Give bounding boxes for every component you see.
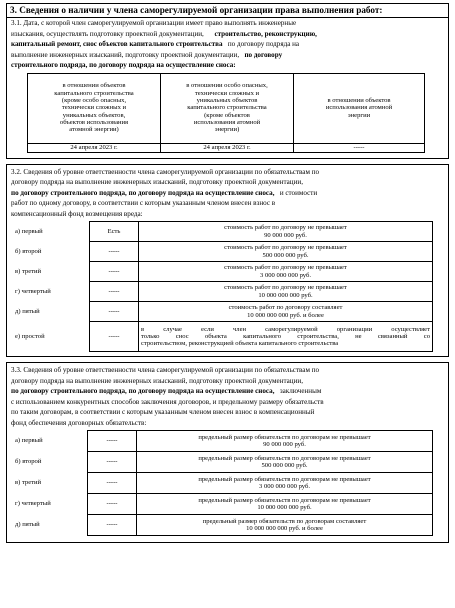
table-row: а) первый Есть стоимость работ по договору не превышает 90 000 000 руб. <box>13 222 433 242</box>
section-3-2-box <box>6 164 449 358</box>
date-cell-3: ----- <box>294 143 425 152</box>
liability-table-3-2 <box>13 221 433 352</box>
table-row: а) первый ----- предельный размер обязательств по договорам не превышает 90 000 000 руб. <box>13 431 433 452</box>
table-row: д) пятый ----- стоимость работ по договору составляет 10 000 000 000 руб. и более <box>13 302 433 322</box>
dates-col-3-header: в отношении объектов использования атомной энергии <box>294 73 425 143</box>
table-row: г) четвертый ----- стоимость работ по договору не превышает 10 000 000 000 руб. <box>13 282 433 302</box>
section-title: 3. Сведения о наличии у члена саморегулируемой организации права выполнения работ: <box>7 4 448 18</box>
table-row: г) четвертый ----- предельный размер обязательств по договорам не превышает 10 000 000 000 руб. <box>13 494 433 515</box>
dates-col-2-header: в отношении особо опасных, технически сложных и уникальных объектов капитального строительства (кроме объектов использования атомной энергии) <box>161 73 294 143</box>
table-row: д) пятый ----- предельный размер обязательств по договорам составляет 10 000 000 000 руб. и более <box>13 515 433 536</box>
paragraph-3-1: 3.1. Дата, с которой член саморегулируемой организации имеет право выполнять инженерные изыскания, осуществлять подготовку проектной документации, строительство, реконструкцию, капитальный ремонт, снос объектов капитального строительства по договору подряда на выполнение инженерных изысканий, подготовку проектной документации, по договору строительного подряда, по договору подряда на осуществление сноса: <box>11 19 317 69</box>
table-row: е) простой ----- в случае если член саморегулируемой организации осуществляет только снос объекта капитального строительства, не связанный со строительством, реконструкцией объекта капитального строительства <box>13 322 433 352</box>
table-row: б) второй ----- предельный размер обязательств по договорам не превышает 500 000 000 руб. <box>13 452 433 473</box>
table-row: б) второй ----- стоимость работ по договору не превышает 500 000 000 руб. <box>13 242 433 262</box>
date-cell-2: 24 апреля 2023 г. <box>161 143 294 152</box>
paragraph-3-2: 3.2. Сведения об уровне ответственности члена саморегулируемой организации по обязательствам по договору подряда на выполнение инженерных изысканий, подготовку проектной документации, по договору строительного подряда, по договору подряда на осуществление сноса, и стоимости работ по одному договору, в соответствии с которым указанным членом внесен взнос в компенсационный фонд возмещения вреда: <box>11 167 320 218</box>
dates-table <box>27 73 425 153</box>
document-page <box>6 3 449 543</box>
date-cell-1: 24 апреля 2023 г. <box>28 143 161 152</box>
section-3-1-box <box>6 3 449 159</box>
liability-table-3-3 <box>13 430 433 536</box>
table-row: в) третий ----- стоимость работ по договору не превышает 3 000 000 000 руб. <box>13 262 433 282</box>
section-3-3-box <box>6 362 449 543</box>
dates-col-1-header: в отношении объектов капитального строительства (кроме особо опасных, технически сложных и уникальных объектов, объектов использования атомной энергии) <box>28 73 161 143</box>
table-row: в) третий ----- предельный размер обязательств по договорам не превышает 3 000 000 000 руб. <box>13 473 433 494</box>
paragraph-3-3: 3.3. Сведения об уровне ответственности члена саморегулируемой организации по обязательствам по договору подряда на выполнение инженерных изысканий, подготовку проектной документации, по договору строительного подряда, по договору подряда на осуществление сноса, заключенным с использованием конкурентных способов заключения договоров, и предельному размеру обязательств по таким договорам, в соответствии с которым указанным членом внесен взнос в компенсационный фонд обеспечения договорных обязательств: <box>11 366 324 427</box>
